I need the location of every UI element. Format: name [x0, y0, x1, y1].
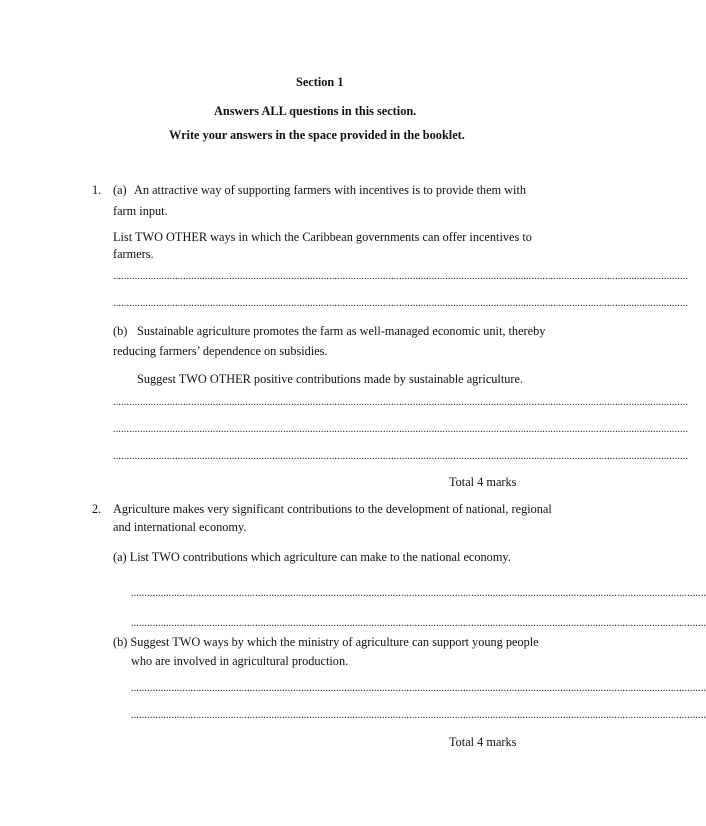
- q2b-text-line1: (b) Suggest TWO ways by which the ministry of agriculture can support young people: [113, 635, 539, 649]
- q2b-text-line2: who are involved in agricultural production.: [131, 654, 349, 668]
- q1a-text-line1: An attractive way of supporting farmers with incentives is to provide them with: [134, 183, 527, 197]
- answer-line[interactable]: .....................................................................................................................................................................................................................: [131, 683, 706, 694]
- q2-total-marks: Total 4 marks: [449, 735, 517, 749]
- instruction-write-space: Write your answers in the space provided in the booklet.: [169, 128, 465, 142]
- q1a-text-line2: farm input.: [113, 204, 168, 218]
- answer-line[interactable]: .....................................................................................................................................................................................................................: [113, 397, 689, 408]
- q2a-text: (a) List TWO contributions which agriculture can make to the national economy.: [113, 550, 511, 564]
- section-title: Section 1: [296, 75, 344, 89]
- q1b-task: Suggest TWO OTHER positive contributions made by sustainable agriculture.: [137, 372, 524, 386]
- q2-intro-line2: and international economy.: [113, 520, 247, 534]
- answer-line[interactable]: .....................................................................................................................................................................................................................: [113, 271, 689, 282]
- q1a-task-line1: List TWO OTHER ways in which the Caribbean governments can offer incentives to: [113, 230, 532, 244]
- q1b-label: (b): [113, 324, 128, 338]
- q1a-task-line2: farmers.: [113, 247, 154, 261]
- q1b-text-line2: reducing farmers’ dependence on subsidies.: [113, 344, 328, 358]
- answer-line[interactable]: .....................................................................................................................................................................................................................: [131, 618, 706, 629]
- answer-line[interactable]: .....................................................................................................................................................................................................................: [113, 451, 689, 462]
- answer-line[interactable]: .....................................................................................................................................................................................................................: [131, 710, 706, 721]
- answer-line[interactable]: .....................................................................................................................................................................................................................: [113, 298, 689, 309]
- q1-total-marks: Total 4 marks: [449, 475, 517, 489]
- answer-line[interactable]: .....................................................................................................................................................................................................................: [113, 424, 689, 435]
- q1a-label: (a): [113, 183, 127, 197]
- q2-intro-line1: Agriculture makes very significant contributions to the development of national, regional: [113, 502, 552, 516]
- answer-line[interactable]: .....................................................................................................................................................................................................................: [131, 588, 706, 599]
- instruction-answer-all: Answers ALL questions in this section.: [214, 104, 417, 118]
- q1-number: 1.: [92, 183, 102, 197]
- q2-number: 2.: [92, 502, 102, 516]
- q1b-text-line1: Sustainable agriculture promotes the farm as well-managed economic unit, thereby: [137, 324, 546, 338]
